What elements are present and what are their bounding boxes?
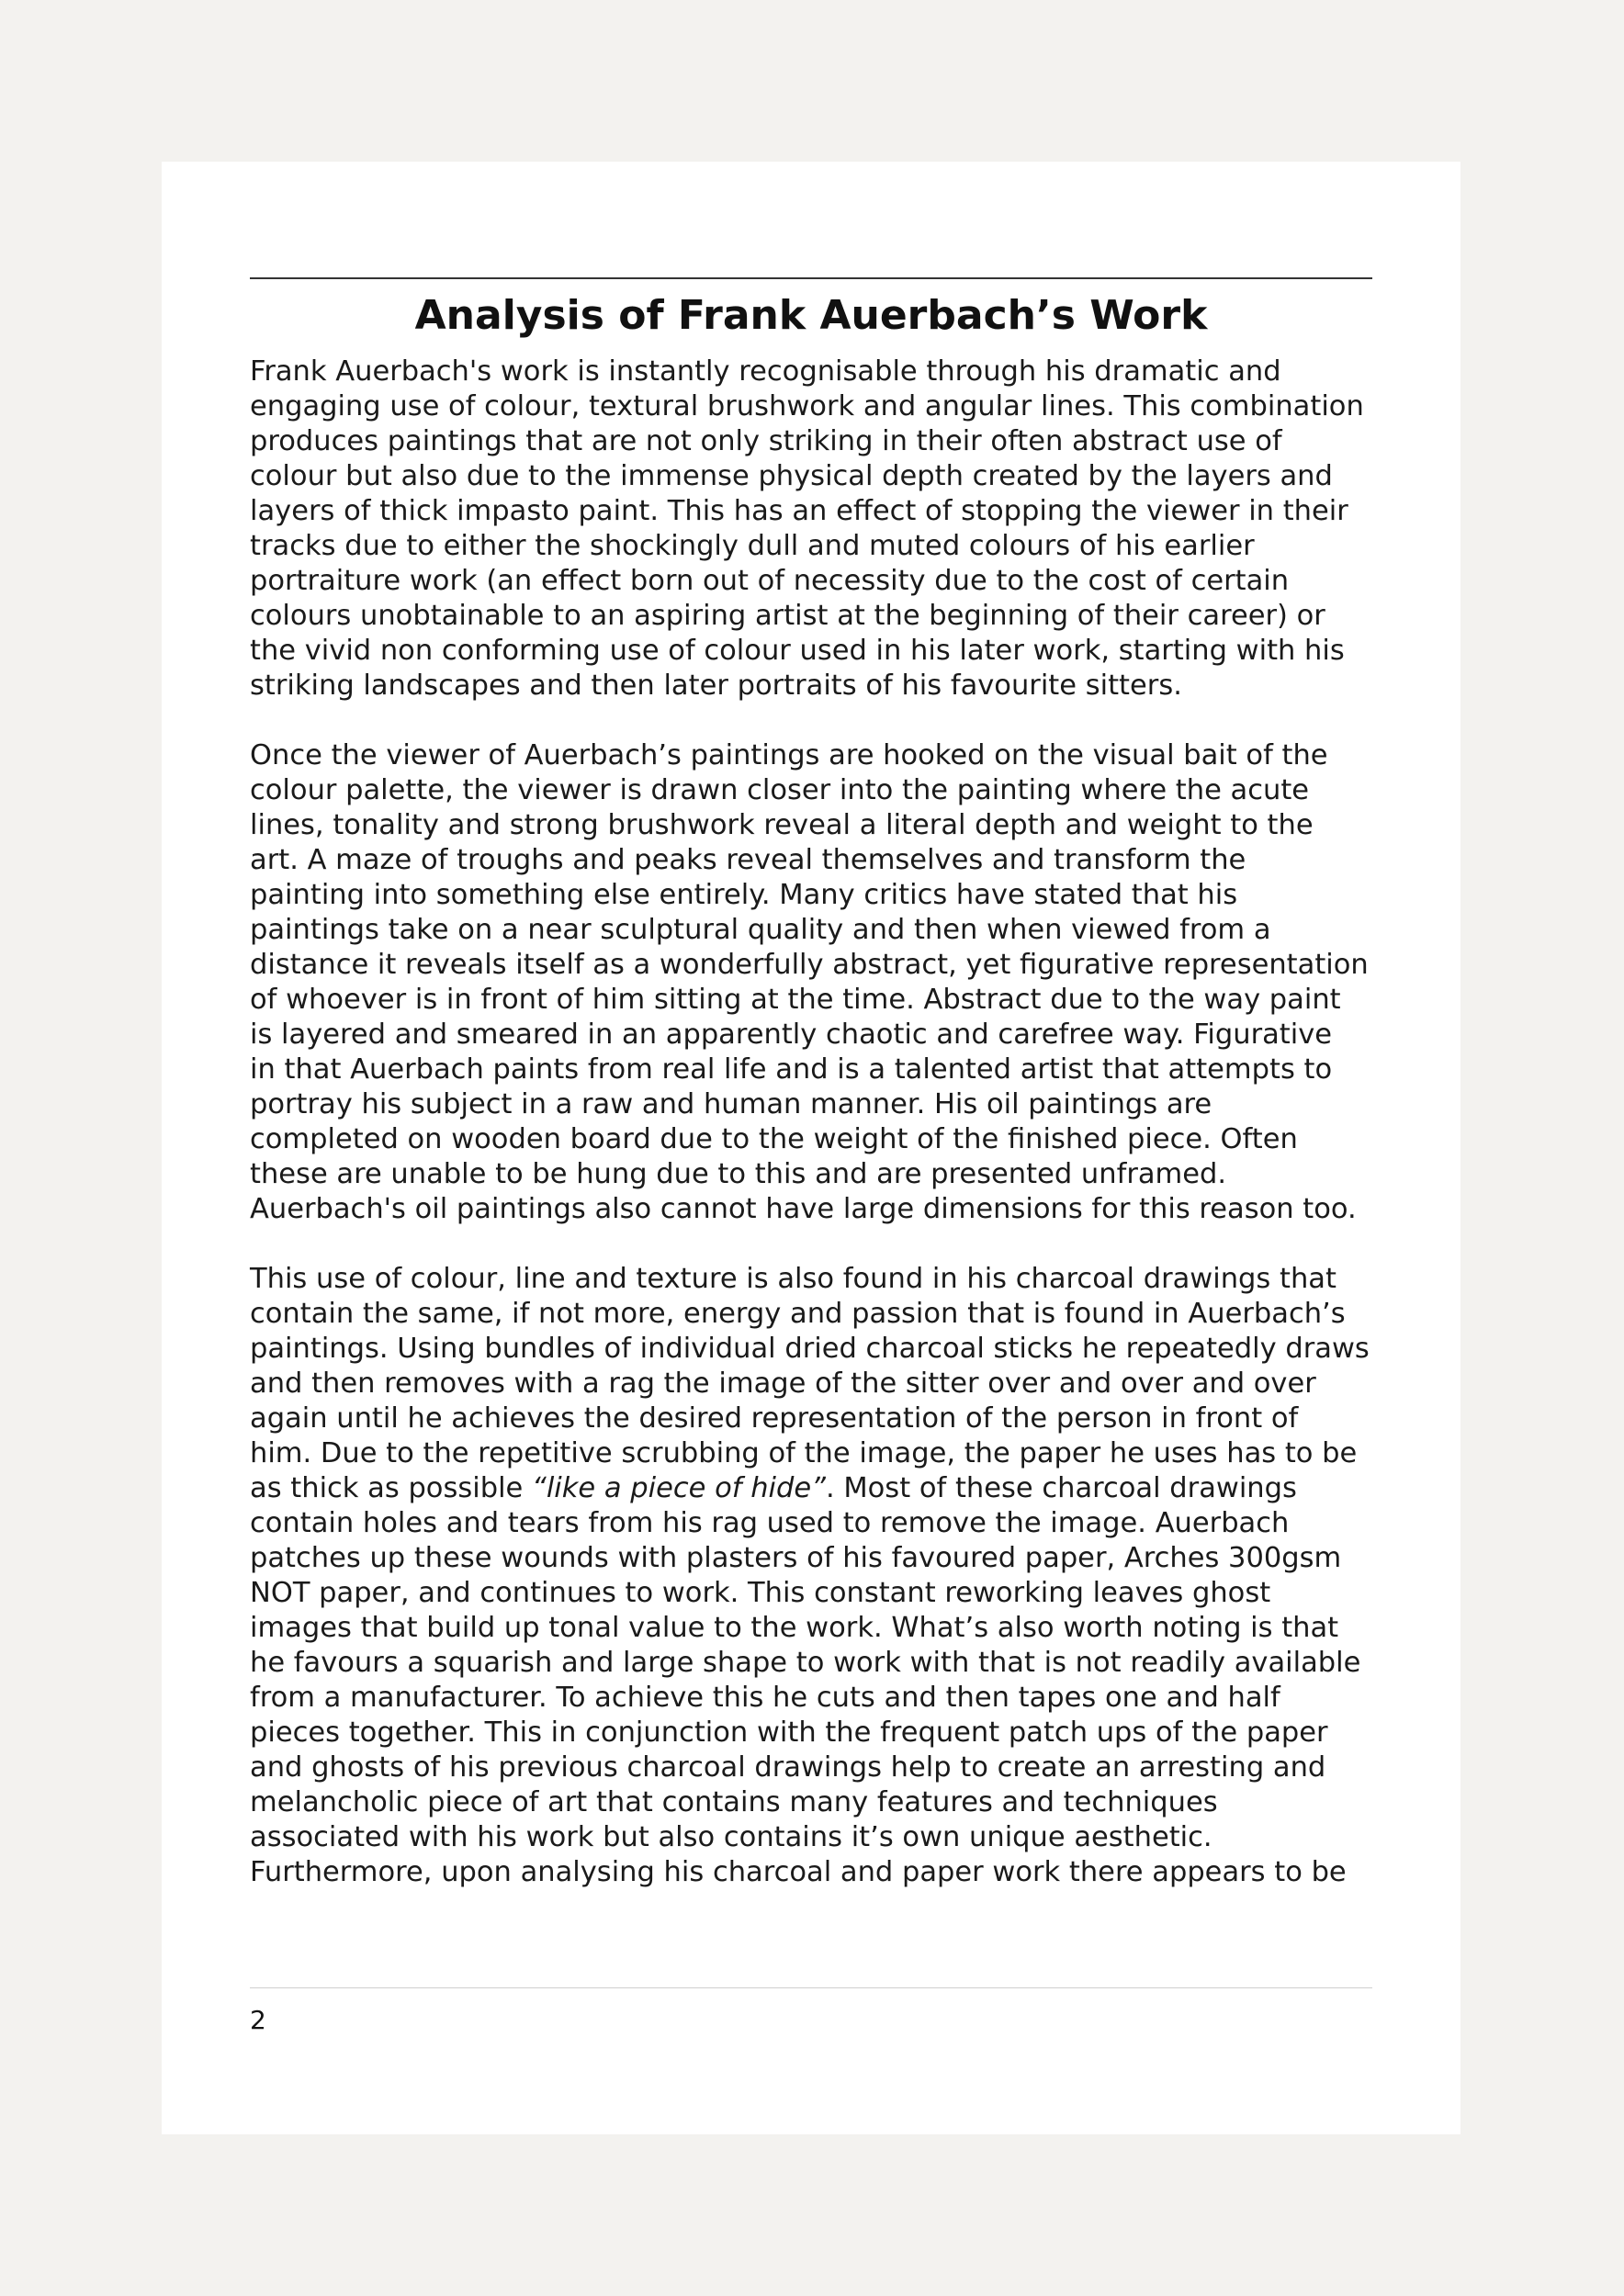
- text-line: [250, 1576, 1389, 1611]
- line-text: contain holes and tears from his rag used to remove the image. Auerbach: [250, 1507, 1290, 1539]
- line-text: Furthermore, upon analysing his charcoal and paper work there appears to be: [250, 1856, 1347, 1888]
- text-line: [250, 1471, 1389, 1506]
- line-text: associated with his work but also contains it’s own unique aesthetic.: [250, 1821, 1212, 1853]
- line-text: contain the same, if not more, energy and passion that is found in Auerbach’s: [250, 1298, 1346, 1330]
- line-text: again until he achieves the desired representation of the person in front of: [250, 1402, 1299, 1435]
- text-line: [250, 1018, 1389, 1052]
- text-line: [250, 1297, 1389, 1332]
- text-line: [250, 1611, 1389, 1646]
- line-text: images that build up tonal value to the work. What’s also worth noting is that: [250, 1612, 1339, 1644]
- line-text: Frank Auerbach's work is instantly recognisable through his dramatic and: [250, 355, 1281, 388]
- line-text: paintings take on a near sculptural quality and then when viewed from a: [250, 914, 1271, 946]
- line-text: patches up these wounds with plasters of his favoured paper, Arches 300gsm: [250, 1542, 1342, 1574]
- line-text: engaging use of colour, textural brushwork and angular lines. This combination: [250, 390, 1364, 422]
- line-text: the vivid non conforming use of colour used in his later work, starting with his: [250, 635, 1345, 667]
- quote-text: “like a piece of hide”: [532, 1472, 826, 1504]
- text-line: [250, 983, 1389, 1018]
- text-line: [250, 1332, 1389, 1367]
- text-line: [250, 1436, 1389, 1471]
- text-line: [250, 389, 1389, 424]
- text-line: [250, 1785, 1389, 1820]
- line-text: and then removes with a rag the image of the sitter over and over and over: [250, 1367, 1316, 1400]
- line-text: pieces together. This in conjunction with the frequent patch ups of the paper: [250, 1716, 1328, 1749]
- text-line: [250, 773, 1389, 808]
- page-title: Analysis of Frank Auerbach’s Work: [414, 292, 1208, 339]
- text-line: [250, 1541, 1389, 1576]
- line-text: layers of thick impasto paint. This has an effect of stopping the viewer in their: [250, 495, 1348, 527]
- line-text: painting into something else entirely. Many critics have stated that his: [250, 879, 1238, 911]
- line-text: produces paintings that are not only striking in their often abstract use of: [250, 425, 1282, 457]
- line-text: NOT paper, and continues to work. This constant reworking leaves ghost: [250, 1577, 1271, 1609]
- line-text: portraiture work (an effect born out of necessity due to the cost of certain: [250, 565, 1290, 597]
- text-line: [250, 494, 1389, 529]
- document-page: [162, 162, 1460, 2134]
- text-line: [250, 913, 1389, 948]
- body-text: [250, 355, 1389, 1925]
- line-text: striking landscapes and then later portraits of his favourite sitters.: [250, 670, 1182, 702]
- line-text: tracks due to either the shockingly dull and muted colours of his earlier: [250, 530, 1255, 562]
- line-text: Once the viewer of Auerbach’s paintings are hooked on the visual bait of the: [250, 739, 1328, 771]
- text-line: [250, 564, 1389, 599]
- text-line: [250, 1855, 1389, 1890]
- line-text: This use of colour, line and texture is also found in his charcoal drawings that: [250, 1263, 1336, 1295]
- line-text: portray his subject in a raw and human manner. His oil paintings are: [250, 1088, 1212, 1120]
- text-line: [250, 634, 1389, 669]
- line-text: art. A maze of troughs and peaks reveal themselves and transform the: [250, 844, 1246, 876]
- text-line: [250, 355, 1389, 389]
- text-line: [250, 1157, 1389, 1192]
- text-line: [250, 669, 1389, 703]
- text-line: [250, 738, 1389, 773]
- line-text: Auerbach's oil paintings also cannot have large dimensions for this reason too.: [250, 1193, 1357, 1225]
- line-text: lines, tonality and strong brushwork reveal a literal depth and weight to the: [250, 809, 1314, 841]
- paragraph: [250, 1262, 1389, 1890]
- line-text: of whoever is in front of him sitting at the time. Abstract due to the way paint: [250, 984, 1341, 1016]
- page-number: 2: [250, 2005, 266, 2035]
- line-text: him. Due to the repetitive scrubbing of the image, the paper he uses has to be: [250, 1437, 1358, 1469]
- text-line: [250, 1681, 1389, 1716]
- line-text: he favours a squarish and large shape to work with that is not readily available: [250, 1647, 1361, 1679]
- text-line: [250, 1122, 1389, 1157]
- line-text: paintings. Using bundles of individual dried charcoal sticks he repeatedly draws: [250, 1333, 1370, 1365]
- line-text: in that Auerbach paints from real life and is a talented artist that attempts to: [250, 1053, 1333, 1086]
- line-text: from a manufacturer. To achieve this he cuts and then tapes one and half: [250, 1682, 1280, 1714]
- paragraph: [250, 355, 1389, 703]
- text-line: [250, 1750, 1389, 1785]
- footer-rule: [250, 1987, 1372, 1988]
- line-text: these are unable to be hung due to this and are presented unframed.: [250, 1158, 1227, 1190]
- line-text: colour but also due to the immense physical depth created by the layers and: [250, 460, 1333, 492]
- text-line: [250, 1262, 1389, 1297]
- text-line: [250, 1506, 1389, 1541]
- text-line: [250, 948, 1389, 983]
- text-line: [250, 1087, 1389, 1122]
- line-text: as thick as possible: [250, 1472, 533, 1504]
- text-line: [250, 878, 1389, 913]
- text-line: [250, 1716, 1389, 1750]
- line-text: distance it reveals itself as a wonderfully abstract, yet figurative representation: [250, 949, 1369, 981]
- text-line: [250, 459, 1389, 494]
- line-text: is layered and smeared in an apparently chaotic and carefree way. Figurative: [250, 1019, 1333, 1051]
- line-text: colours unobtainable to an aspiring artist at the beginning of their career) or: [250, 600, 1325, 632]
- text-line: [250, 843, 1389, 878]
- paragraph: [250, 738, 1389, 1227]
- line-text: . Most of these charcoal drawings: [825, 1472, 1297, 1504]
- text-line: [250, 1192, 1389, 1227]
- text-line: [250, 1646, 1389, 1681]
- title-rule: [250, 277, 1372, 279]
- text-line: [250, 1367, 1389, 1401]
- text-line: [250, 1820, 1389, 1855]
- text-line: [250, 529, 1389, 564]
- text-line: [250, 424, 1389, 459]
- text-line: [250, 1401, 1389, 1436]
- line-text: and ghosts of his previous charcoal drawings help to create an arresting and: [250, 1751, 1326, 1784]
- line-text: completed on wooden board due to the weight of the finished piece. Often: [250, 1123, 1298, 1155]
- text-line: [250, 808, 1389, 843]
- text-line: [250, 1052, 1389, 1087]
- line-text: colour palette, the viewer is drawn closer into the painting where the acute: [250, 774, 1310, 806]
- text-line: [250, 599, 1389, 634]
- line-text: melancholic piece of art that contains many features and techniques: [250, 1786, 1218, 1818]
